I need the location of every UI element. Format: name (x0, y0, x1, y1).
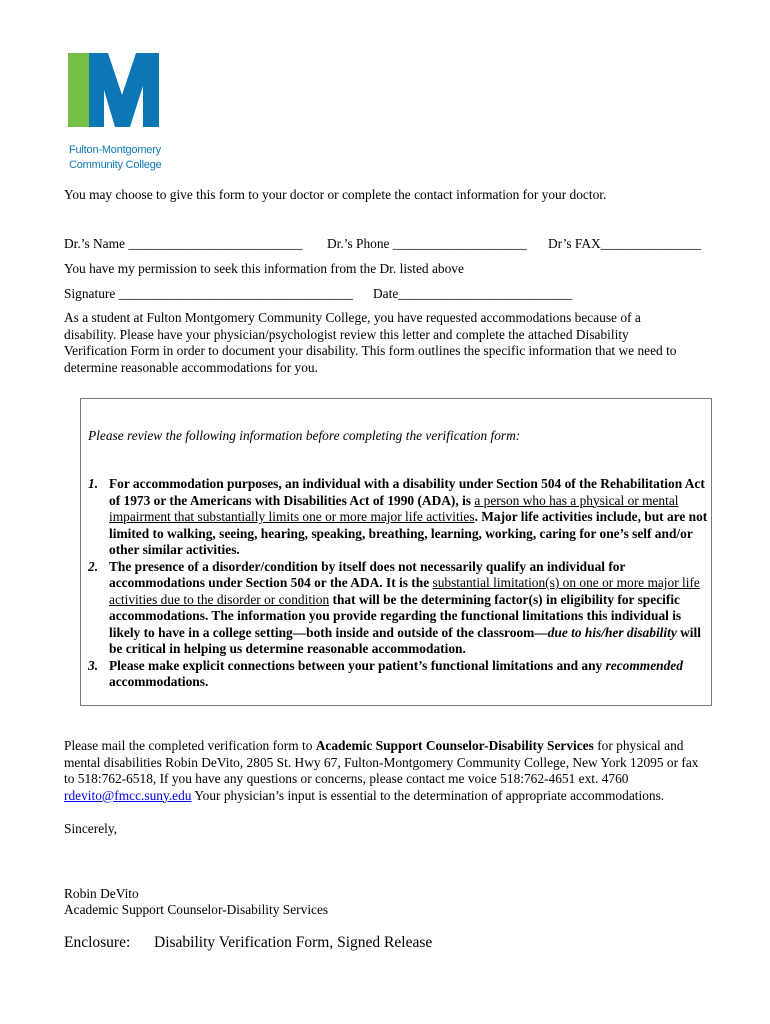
student-paragraph-line: Verification Form in order to document your disability. This form outlines the specific information that we need to (64, 343, 677, 358)
review-item-text: that will be the determining factor(s) in eligibility for specific accommodations. The information you provide regarding the functional limitations this individual is likely to have in a college setting—both inside and outside of the classroom— (109, 591, 682, 640)
review-item-text: accommodations. (109, 674, 209, 689)
mail-recipient: Academic Support Counselor-Disability Services (315, 738, 594, 753)
review-item-number: 2. (88, 558, 99, 574)
permission-text: You have my permission to seek this information from the Dr. listed above (64, 261, 464, 276)
enclosure (64, 935, 432, 952)
review-item-number: 1. (88, 476, 99, 491)
mail-text: Your physician’s input is essential to the determination of appropriate accommodations. (191, 787, 665, 803)
review-box (80, 398, 712, 706)
dr-phone-field[interactable]: Dr.’s Phone ____________________ (327, 236, 527, 251)
signer-name: Robin DeVito (64, 886, 139, 901)
logo-m-shape (89, 53, 159, 127)
mail-text: Please mail the completed verification form to (64, 738, 316, 753)
student-paragraph-line: As a student at Fulton Montgomery Community College, you have requested accommodations because of a (64, 310, 641, 325)
date-field[interactable]: Date__________________________ (373, 286, 573, 301)
review-item-text: Please make explicit connections between your patient’s functional limitations and any (109, 657, 606, 673)
review-item (88, 559, 710, 658)
fmcc-logo (68, 50, 160, 130)
review-list (88, 476, 710, 691)
dr-fax-field[interactable]: Dr’s FAX_______________ (548, 236, 702, 251)
logo-monogram: FM (114, 129, 116, 130)
closing: Sincerely, (64, 821, 118, 836)
review-item (88, 476, 710, 559)
review-item-number: 3. (88, 657, 99, 673)
dr-name-field[interactable]: Dr.’s Name __________________________ (64, 236, 303, 251)
review-item-underlined: a person who has a physical or mental impairment that substantially limits one or more major life activities (109, 492, 679, 524)
review-item-text: For accommodation purposes, an individual with a disability under Section 504 of the Rehabilitation Act of 1973 or the Americans with Disabilities Act of 1990 (ADA), is (109, 476, 705, 508)
signer-title: Academic Support Counselor-Disability Services (64, 902, 329, 917)
student-paragraph-line: determine reasonable accommodations for you. (64, 359, 318, 375)
review-box-intro: Please review the following information before completing the verification form: (88, 428, 521, 443)
enclosure-text: Disability Verification Form, Signed Release (154, 934, 433, 951)
college-name (69, 143, 209, 173)
review-item-italic: recommended (605, 657, 683, 673)
review-item-underlined: substantial limitation(s) on one or more major life activities due to the disorder or condition (109, 575, 700, 607)
email-link[interactable]: rdevito@fmcc.suny.edu (64, 787, 192, 803)
mail-paragraph (64, 738, 709, 804)
review-item-text: . Major life activities include, but are not limited to walking, seeing, hearing, speaking, breathing, learning, working, caring for one’s self and/or other similar activities. (109, 509, 708, 557)
intro-text: You may choose to give this form to your doctor or complete the contact information for your doctor. (64, 187, 607, 202)
review-item-text: will be critical in helping us determine reasonable accommodation. (109, 624, 701, 656)
mail-text: for physical and mental disabilities Robin DeVito, 2805 St. Hwy 67, Fulton-Montgomery Community College, New York 12095 or fax to 518:762-6518, If you have any questions or concerns, please contact me voice 518:762-4651 ext. 4760 (64, 738, 699, 786)
college-name-line2: Community College (69, 159, 162, 171)
review-item (88, 658, 710, 691)
student-paragraph (64, 310, 714, 376)
signature-field[interactable]: Signature ___________________________________ (64, 286, 354, 301)
college-name-line1: Fulton-Montgomery (69, 144, 161, 156)
review-item-italic: due to his/her disability (547, 624, 677, 640)
enclosure-label: Enclosure: (64, 934, 131, 951)
student-paragraph-line: disability. Please have your physician/psychologist review this letter and complete the attached Disability (64, 326, 629, 342)
review-item-text: The presence of a disorder/condition by itself does not necessarily qualify an individual for accommodations under Section 504 or the ADA. It is the (109, 558, 626, 590)
